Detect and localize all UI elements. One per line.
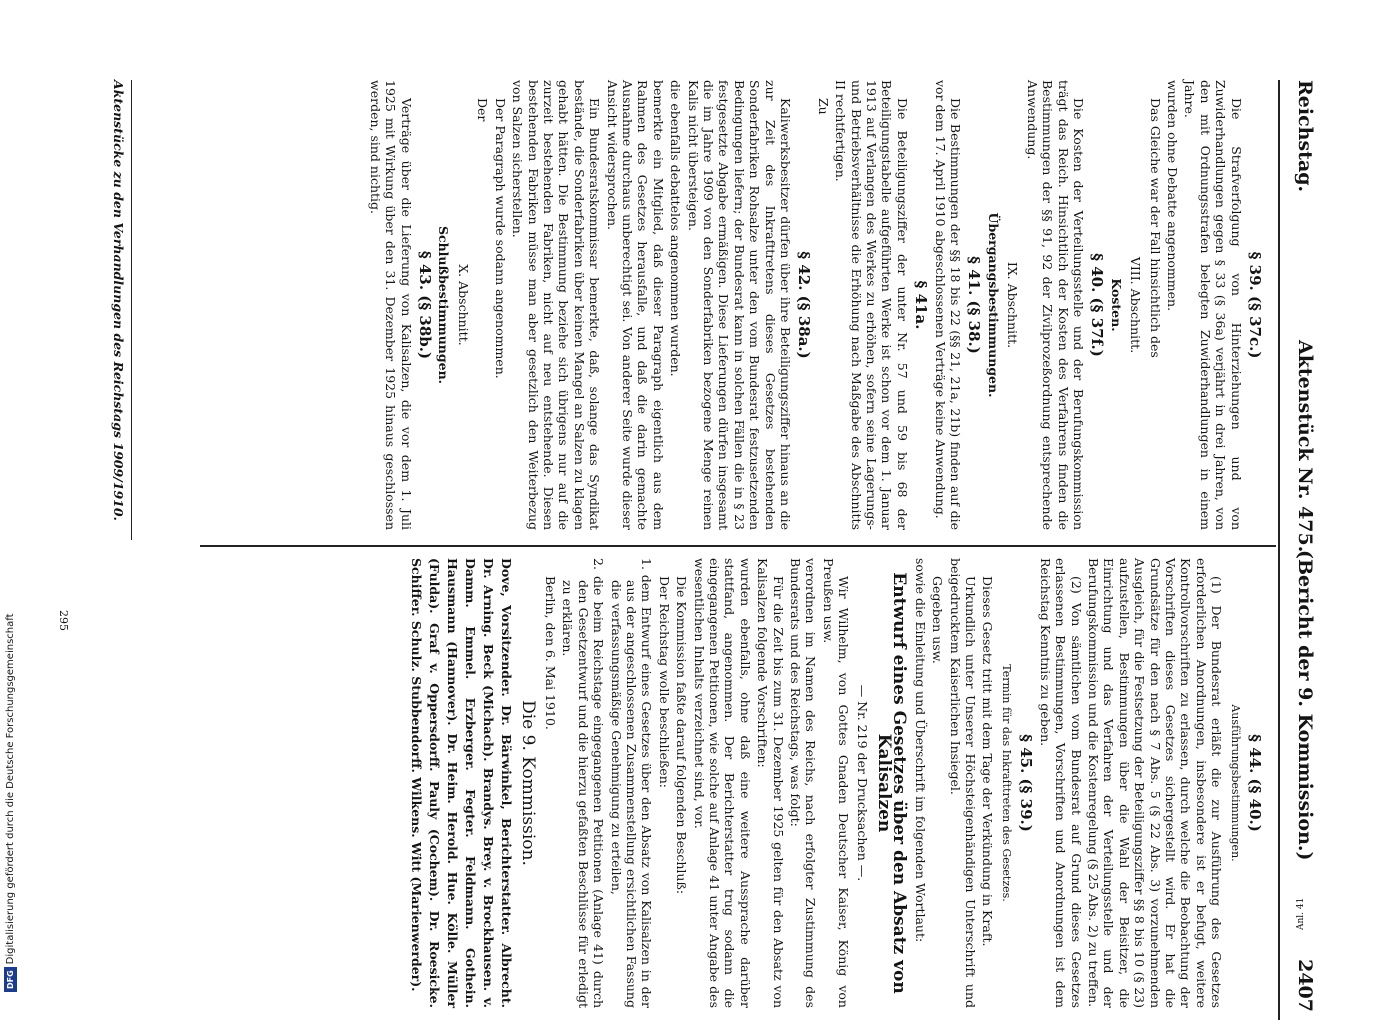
header-aktenstueck: Aktenstück Nr. 475. bbox=[1294, 340, 1316, 553]
right_col-paragraph: Dove, Vorsitzender. Dr. Bärwinkel, Berichterstatter. Albrecht. Dr. Arning. Beck (Michach). Brandys. Brey. v. Brockhausen. v. Damm. Emmel. Erzberger. Fegter. Feldmann. Gothein. Hausmann (Hannover). Dr. Heim. Herold. Hue. Kölle. Müller (Fulda). Graf v. Oppersdorff. Pauly (Cochem). Dr. Roesicke. Schiffer. Schulz. Stubbendorff. Wilkens. Witt (Marienwerder). bbox=[409, 558, 515, 1008]
left_col-paragraph: § 43. (§ 38b.) bbox=[416, 250, 435, 360]
right_col-paragraph: Die Kommission faßte darauf folgenden Beschluß: bbox=[674, 576, 690, 895]
left_col-paragraph: VIII. Abschnitt. bbox=[1128, 256, 1144, 354]
left_col-paragraph: Schlußbestimmungen. bbox=[436, 225, 452, 385]
left_col-paragraph: § 41. (§ 38.) bbox=[965, 256, 984, 354]
left_col-paragraph: bemerkte ein Mitglied, daß dieser Paragraph eigentlich aus dem Rahmen des Gesetzes herausfalle, und daß die darin gemachte Ausnahme durchaus unberechtigt sei. Von anderer Seite wurde dieser Ansicht widersprochen. bbox=[604, 80, 666, 530]
left-column bbox=[365, 80, 1266, 530]
right_col-paragraph: 2. die beim Reichstage eingegangenen Petitionen (Anlage 41) durch den Gesetzentwurf und die hierzu gefaßten Beschlüsse für erledigt zu erklären. bbox=[560, 558, 607, 1008]
page-header bbox=[1282, 80, 1316, 1020]
left_col-paragraph: § 39. (§ 37c.) bbox=[1246, 251, 1264, 359]
right_col-paragraph: § 45. (§ 39.) bbox=[1017, 734, 1036, 832]
left_col-paragraph: Die Beteiligungsziffer der unter Nr. 57 und 59 bis 68 der Beteiligungstabelle aufgeführten Werke ist schon vor dem 1. Januar 1913 auf Verlangen des Werkes zu erhöhen, sofern seine Lagerungs- und Betriebsverhältnisse die Erhöhung nach Maßgabe des Abschnitts II rechtfertigen. bbox=[833, 80, 910, 530]
right_col-paragraph: Termin für das Inkrafttreten des Gesetzes. bbox=[999, 664, 1013, 902]
rotated-document-page bbox=[0, 80, 1320, 1020]
header-page-number: 2407 bbox=[1294, 959, 1316, 1012]
left_col-paragraph: X. Abschnitt. bbox=[455, 264, 471, 346]
digitization-text: Digitalisierung gefördert durch die Deutsche Forschungsgemeinschaft bbox=[5, 613, 16, 965]
left_col-paragraph: IX. Abschnitt. bbox=[1005, 261, 1021, 349]
left_col-paragraph: Der bbox=[475, 98, 491, 122]
left_col-paragraph: Ein Bundesratskommissar bemerkte, daß, solange das Syndikat bestände, die Sonderfabriken über keinen Mangel an Salzen zu klagen gehabt hätten. Die Bestimmung beziehe sich übrigens nur auf die zurzeit bestehenden Fabriken, nicht auf neu entstehende. Diesen bestehenden Fabriken müsse man aber gesetzlich den Weiterbezug von Salzen sicherstellen. bbox=[510, 80, 603, 530]
digitization-credit bbox=[4, 613, 17, 992]
left_col-paragraph: Verträge über die Lieferung von Kalisalzen, die vor dem 1. Juli 1925 mit Wirkung über den 31. Dezember 1925 hinaus geschlossen werden, sind nichtig. bbox=[367, 80, 414, 530]
column-divider bbox=[200, 545, 1276, 547]
left_col-paragraph: Die Bestimmungen der §§ 18 bis 22 (§§ 21, 21a, 21b) finden auf die vor dem 17. April 1910 abgeschlossenen Verträge keine Anwendung. bbox=[932, 80, 964, 530]
left_col-paragraph: Der Paragraph wurde sodann angenommen. bbox=[492, 98, 508, 379]
left_col-paragraph: Kaliwerksbesitzer dürfen über ihre Beteiligungsziffer hinaus an die zur Zeit des Inkrafttretens dieses Gesetzes bestehenden Sonderfabriken Rohsalze unter den vom Bundesrat festzusetzenden Bedingungen liefern; der Bundesrat kann in solchen Fällen die in § 23 festgesetzte Abgabe ermäßigen. Diese Lieferungen dürfen insgesamt die im Jahre 1909 von den Sonderfabriken bezogene Menge reinen Kalis nicht übersteigen. bbox=[685, 80, 794, 530]
right_col-paragraph: Ausführungsbestimmungen. bbox=[1228, 704, 1242, 862]
right_col-paragraph: Dieses Gesetz tritt mit dem Tage der Verkündung in Kraft. bbox=[980, 576, 996, 947]
footer-rule bbox=[131, 80, 132, 540]
page-bottom-number: 295 bbox=[57, 610, 70, 631]
right_col-paragraph: wurden ebenfalls, ohne daß eine weitere Aussprache darüber stattfand, angenommen. Der Berichterstatter trug sodann die eingegangenen Petitionen, wie solche auf Anlage 41 unter Angabe des wesentlichen Inhalts verzeichnet sind, vor. bbox=[691, 558, 753, 1008]
left_col-paragraph: die ebenfalls debattelos angenommen wurden. bbox=[668, 80, 684, 377]
right_col-paragraph: Urkundlich unter Unserer Höchsteigenhändigen Unterschrift und beigedrucktem Kaiserlichen Insiegel. bbox=[947, 558, 979, 1008]
left_col-paragraph: § 40. (§ 37f.) bbox=[1088, 253, 1107, 357]
right-column bbox=[405, 558, 1266, 1008]
right_col-paragraph: Die 9. Kommission. bbox=[517, 700, 538, 866]
header-reichstag: Reichstag. bbox=[1294, 80, 1316, 193]
left_col-paragraph: Das Gleiche war der Fall hinsichtlich des bbox=[1147, 98, 1163, 358]
right_col-paragraph: Für die Zeit bis zum 31. Dezember 1925 gelten für den Absatz von Kalisalzen folgende Vorschriften: bbox=[755, 558, 786, 1008]
right_col-paragraph: 1. dem Entwurf eines Gesetzes über den Absatz von Kalisalzen in der aus der angeschlossenen Zusammenstellung ersichtlichen Fassung die verfassungsmäßige Genehmigung zu erteilen, bbox=[608, 558, 655, 1008]
right_col-paragraph: Wir Wilhelm, von Gottes Gnaden Deutscher Kaiser, König von Preußen usw. bbox=[820, 558, 852, 1008]
right_col-paragraph: § 44. (§ 40.) bbox=[1246, 734, 1264, 832]
left_col-paragraph: Die Kosten der Verteilungsstelle und der Berufungskommission trägt das Reich. Hinsichtlich der Kosten des Verfahrens finden die Bestimmungen der §§ 91, 92 der Zivilprozeßordnung entsprechende Anwendung. bbox=[1024, 80, 1086, 530]
right_col-paragraph: — Nr. 219 der Drucksachen —. bbox=[854, 684, 870, 882]
left_col-paragraph: wurden ohne Debatte angenommen. bbox=[1164, 80, 1180, 312]
header-rule bbox=[1278, 80, 1280, 1020]
right_col-paragraph: sowie die Einleitung und Überschrift im folgenden Wortlaut: bbox=[912, 558, 928, 943]
right_col-paragraph: verordnen im Namen des Reichs, nach erfolgter Zustimmung des Bundesrats und des Reichstags, was folgt: bbox=[788, 558, 819, 1008]
header-bericht: (Bericht der 9. Kommission.) bbox=[1294, 550, 1316, 861]
right_col-paragraph: Gegeben usw. bbox=[930, 576, 946, 664]
right_col-paragraph: (2) Von sämtlichen vom Bundesrat auf Grund dieses Gesetzes erlassenen Bestimmungen, Vorschriften und Anordnungen ist dem Reichstag Kenntnis zu geben. bbox=[1037, 558, 1084, 1008]
right_col-paragraph: (1) Der Bundesrat erläßt die zur Ausführung des Gesetzes erforderlichen Anordnungen, insbesondere ist er befugt, weitere Kontrollvorschriften zu erlassen, durch welche die Beobachtung der Vorschriften dieses Gesetzes sichergestellt wird. Er hat die Grundsätze für den nach § 7 Abs. 5 (§ 22 Abs. 3) vorzunehmenden Ausgleich, für die Festsetzung der Beteiligungsziffer §§ 8 bis 10 (§ 23) aufzustellen, Bestimmungen über die Wahl der Beisitzer, die Einrichtung und das Verfahren der Verteilungsstelle und der Berufungskommission und die Kostenregelung (§ 25 Abs. 2) zu treffen. bbox=[1085, 558, 1225, 1008]
footer-text: Aktenstücke zu den Verhandlungen des Reichstags 1909/1910. bbox=[111, 80, 126, 521]
right_col-paragraph: Der Reichstag wolle beschließen: bbox=[656, 576, 672, 788]
dfg-logo: DFG bbox=[4, 967, 17, 992]
left_col-paragraph: Die Strafverfolgung von Hinterziehungen und von Zuwiderhandlungen gegen § 33 (§ 36a) verjährt in drei Jahren, von den mit Ordnungsstrafen belegten Zuwiderhandlungen in einem Jahre. bbox=[1182, 80, 1244, 530]
left_col-paragraph: § 42. (§ 38a.) bbox=[795, 251, 814, 359]
margin-note: Anl. 41 bbox=[1296, 897, 1306, 930]
right_col-paragraph: Entwurf eines Gesetzes über den Absatz von Kalisalzen bbox=[874, 572, 910, 994]
left_col-paragraph: § 41a. bbox=[912, 280, 931, 330]
left_col-paragraph: Kosten. bbox=[1108, 278, 1124, 332]
left_col-paragraph: Übergangsbestimmungen. bbox=[985, 212, 1001, 398]
right_col-paragraph: Berlin, den 6. Mai 1910. bbox=[542, 576, 558, 730]
left_col-paragraph: Zu bbox=[815, 98, 831, 115]
